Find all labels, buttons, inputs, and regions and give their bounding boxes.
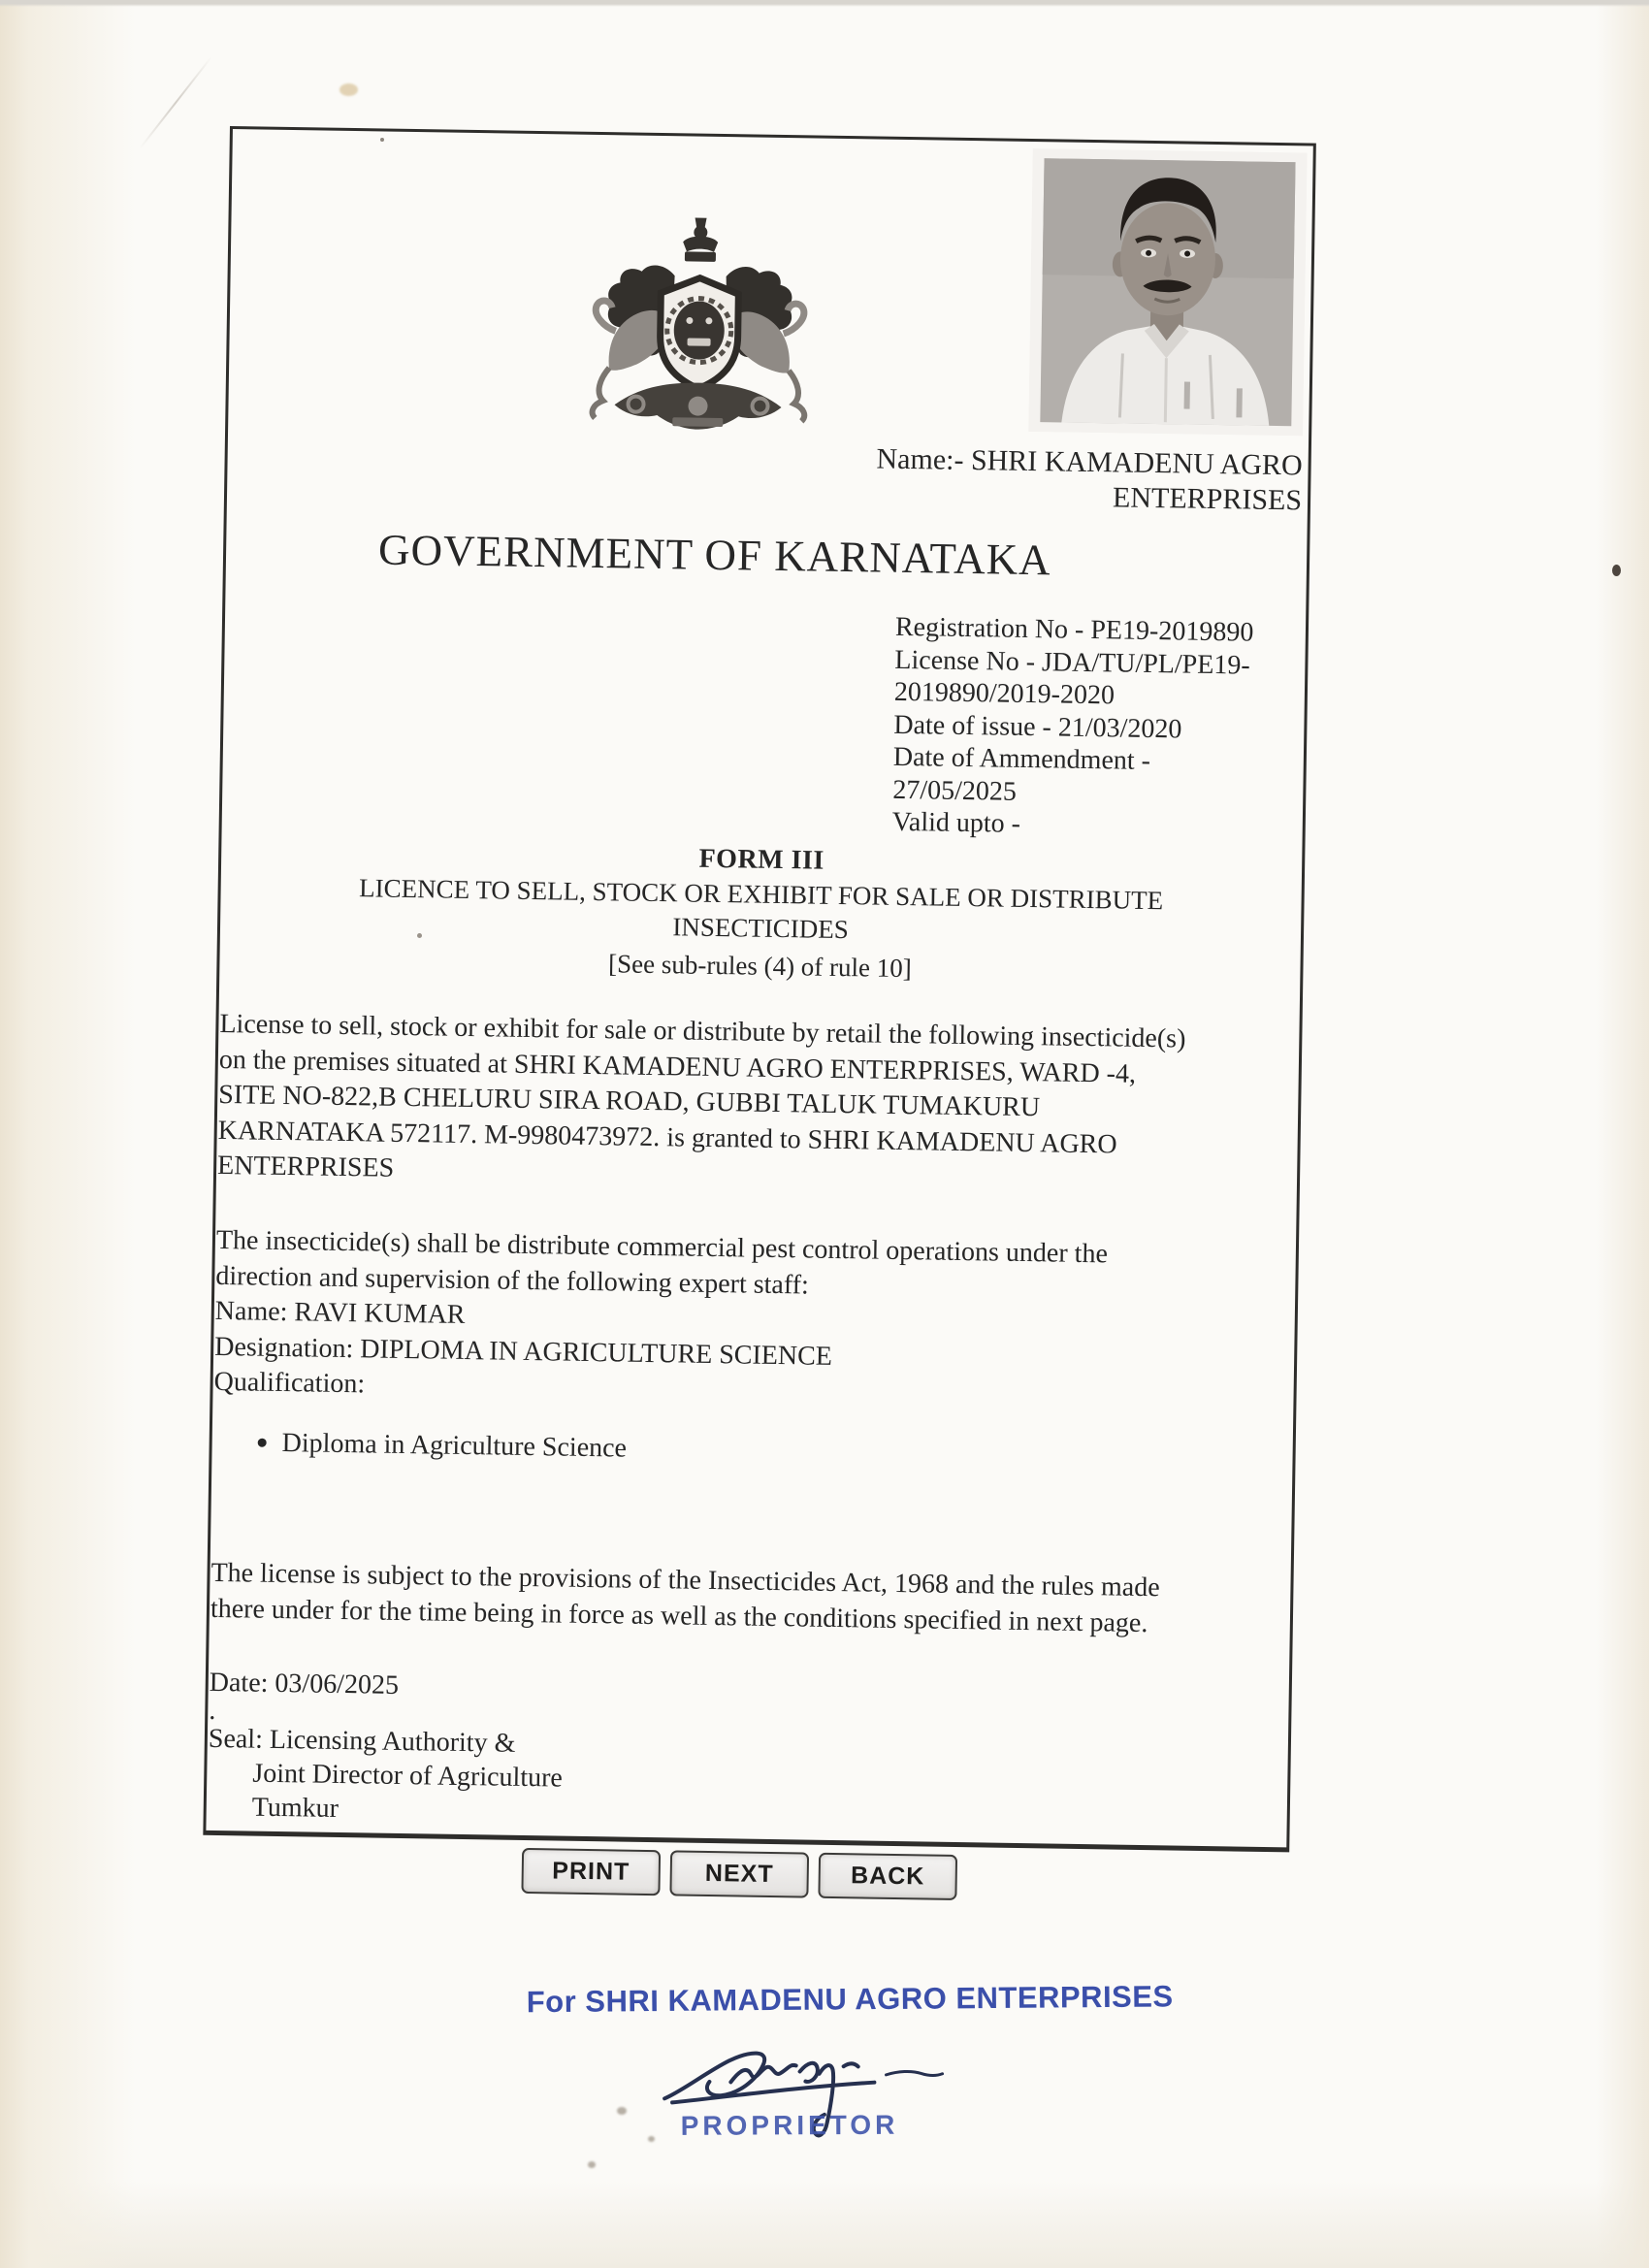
seal-director-line: Joint Director of Agriculture: [252, 1758, 564, 1794]
ink-smudge: [648, 2136, 655, 2142]
rule-reference: [See sub-rules (4) of rule 10]: [607, 949, 913, 984]
proprietor-stamp: PROPRIETOR: [680, 2109, 899, 2141]
scan-scratch: [139, 56, 211, 149]
scan-smudge: [340, 83, 358, 96]
license-grant-paragraph: License to sell, stock or exhibit for sale or distribute by retail the following insecticide(s) on the premises situated at SHRI KAMADENU AGRO ENTERPRISES, WARD -4, SITE NO-822,B CHELURU SIRA ROAD, GUBBI TALUK TUMAKURU KARNATAKA 572117. M-9980473972. is granted to SHRI KAMADENU AGRO ENTERPRISES: [216, 1008, 1186, 1183]
expert-staff-paragraph: The insecticide(s) shall be distribute commercial pest control operations under the direction and supervision of the following expert staff: Name: RAVI KUMAR Designation: DIPLOMA IN AGRICULTURE SCIENCE Qualification:: [213, 1224, 1109, 1400]
applicant-photo: [1028, 148, 1308, 436]
karnataka-emblem-icon: [579, 214, 821, 441]
form-subtitle: LICENCE TO SELL, STOCK OR EXHIBIT FOR SALE OR DISTRIBUTE INSECTICIDES: [358, 873, 1164, 945]
ink-smudge: [588, 2161, 596, 2168]
ink-smudge: [617, 2107, 627, 2115]
company-stamp-text: For SHRI KAMADENU AGRO ENTERPRISES: [526, 1979, 1174, 2020]
form-title: FORM III: [698, 843, 825, 876]
scan-speck: [1612, 565, 1621, 576]
next-button[interactable]: NEXT: [669, 1850, 809, 1897]
emblem-crown: [683, 217, 719, 262]
bullet-dot-icon: [258, 1439, 267, 1447]
button-row: [521, 1848, 957, 1900]
provisions-paragraph: The license is subject to the provisions of the Insecticides Act, 1968 and the rules made there under for the time being in force as well as the conditions specified in next page.: [210, 1557, 1160, 1638]
registration-details: Registration No - PE19-2019890 License No - JDA/TU/PL/PE19- 2019890/2019-2020 Date of issue - 21/03/2020 Date of Ammendment - 27/05/2025 Valid upto -: [891, 611, 1254, 839]
qualification-bullet: [257, 1428, 627, 1465]
applicant-name-caption: Name:- SHRI KAMADENU AGRO ENTERPRISES: [876, 442, 1303, 517]
government-title: GOVERNMENT OF KARNATAKA: [377, 525, 1052, 585]
stray-period: .: [209, 1695, 216, 1726]
print-button[interactable]: PRINT: [521, 1848, 661, 1895]
issue-date-line: Date: 03/06/2025: [209, 1667, 400, 1701]
emblem-shield: [660, 277, 739, 389]
emblem-base: [614, 381, 782, 431]
license-document: [198, 126, 1316, 2189]
scan-speck: [417, 933, 422, 938]
seal-authority-line: Seal: Licensing Authority &: [208, 1723, 516, 1759]
scan-speck: [380, 138, 384, 142]
seal-place-line: Tumkur: [251, 1792, 340, 1824]
back-button[interactable]: BACK: [818, 1853, 957, 1900]
qualification-bullet-text: Diploma in Agriculture Science: [281, 1428, 628, 1464]
